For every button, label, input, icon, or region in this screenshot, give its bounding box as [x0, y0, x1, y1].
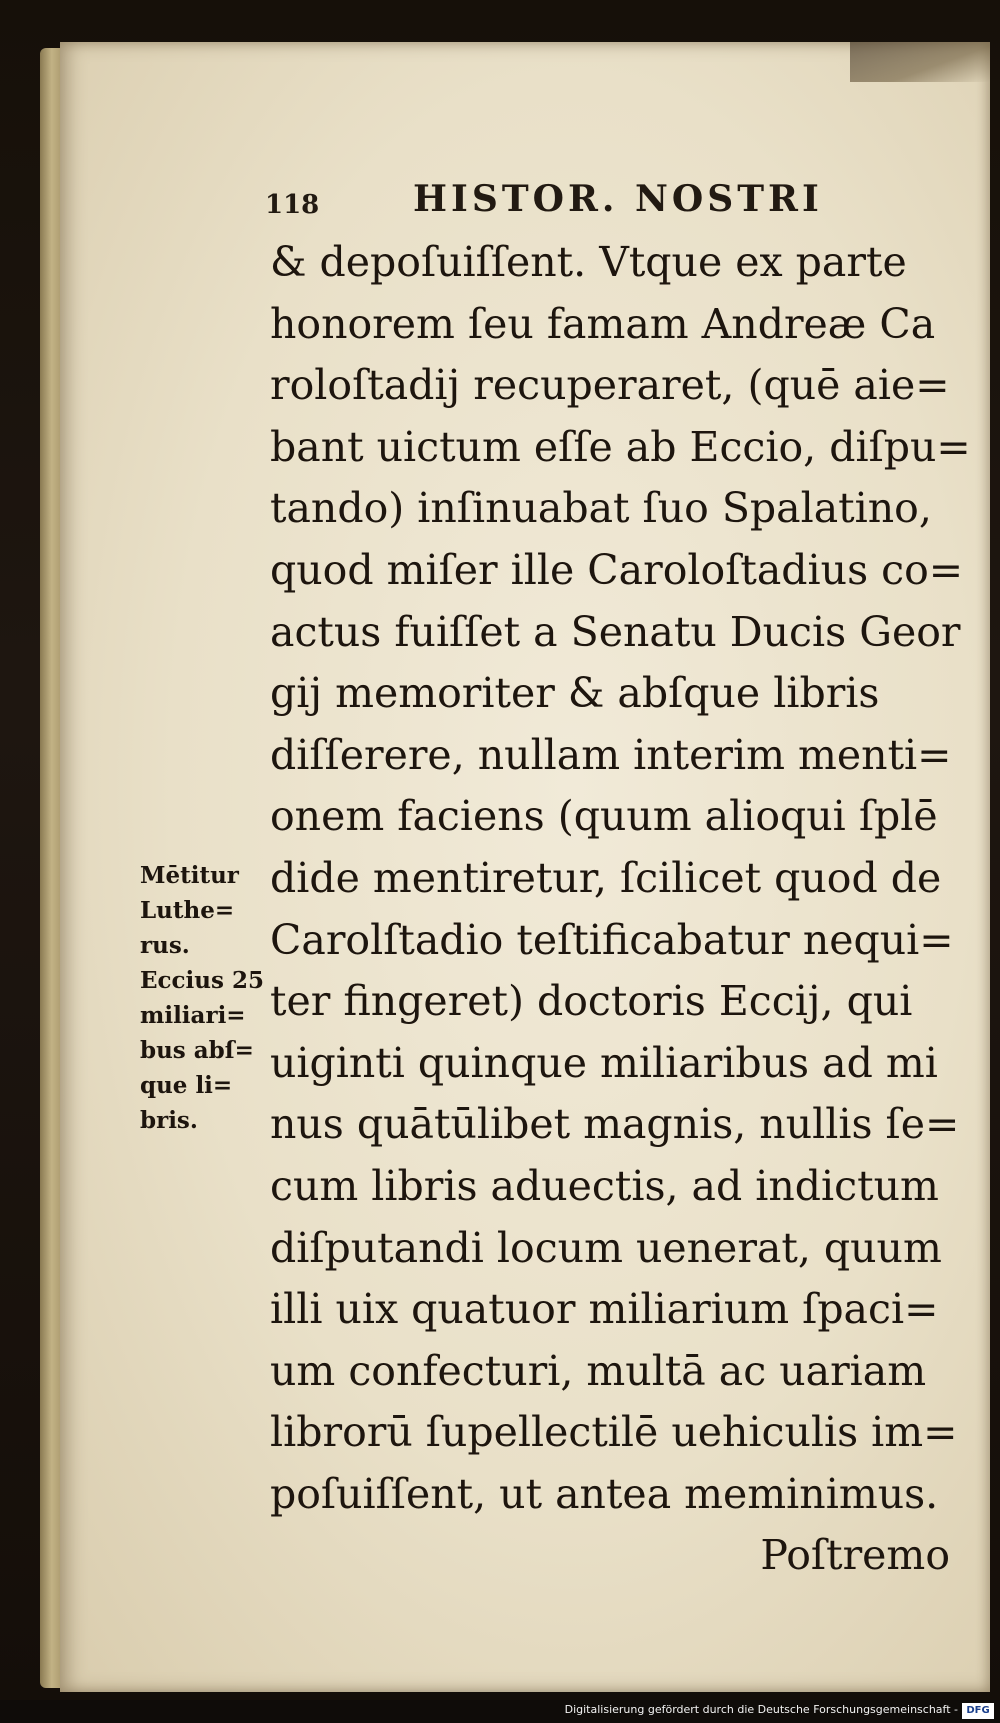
- text-line: uiginti quinque miliaribus ad mi: [270, 1038, 938, 1087]
- text-line: um confecturi, multā ac uariam: [270, 1346, 927, 1395]
- text-line: onem faciens (quum alioqui ſplē: [270, 792, 938, 841]
- page-header: [265, 178, 850, 224]
- margin-note-line: Eccius 25: [140, 967, 264, 994]
- margin-note-line: Mētitur: [140, 862, 239, 889]
- dfg-logo: DFG: [962, 1703, 994, 1719]
- text-line: ter fingeret) doctoris Eccij, qui: [270, 977, 913, 1026]
- margin-note-line: rus.: [140, 932, 190, 959]
- text-line: Carolſtadio teſtificabatur nequi=: [270, 915, 954, 964]
- text-line: & depoſuiſſent. Vtque ex parte: [270, 238, 907, 286]
- margin-note-line: Luthe=: [140, 897, 235, 924]
- margin-note-line: bus abſ=: [140, 1037, 254, 1064]
- running-title: HISTOR. NOSTRI: [413, 178, 823, 220]
- text-line: diſſerere, nullam interim menti=: [270, 730, 952, 779]
- page-corner-shadow: [850, 42, 990, 82]
- catchword: Poſtremo: [760, 1531, 950, 1580]
- text-line: honorem ſeu famam Andreæ Ca: [270, 299, 936, 348]
- margin-note-line: bris.: [140, 1107, 198, 1134]
- text-line: librorū ſupellectilē uehiculis im=: [270, 1408, 958, 1457]
- text-line: dide mentiretur, ſcilicet quod de: [270, 853, 942, 902]
- marginal-note: [140, 858, 275, 1138]
- text-line: cum libris aduectis, ad indictum: [270, 1161, 939, 1210]
- text-line: gij memoriter & abſque libris: [270, 669, 880, 718]
- page-number: 118: [265, 190, 320, 220]
- text-line: diſputandi locum uenerat, quum: [270, 1223, 942, 1272]
- text-line: actus fuiſſet a Senatu Ducis Geor: [270, 607, 961, 656]
- text-line: poſuiſſent, ut antea meminimus.: [270, 1469, 939, 1518]
- text-line: nus quātūlibet magnis, nullis ſe=: [270, 1100, 960, 1149]
- text-line: bant uictum eſſe ab Eccio, diſpu=: [270, 422, 971, 471]
- text-line: quod miſer ille Caroloſtadius co=: [270, 545, 964, 594]
- digitization-footer: [0, 1700, 1000, 1723]
- footer-credit: Digitalisierung gefördert durch die Deutsche Forschungsgemeinschaft -: [564, 1703, 958, 1716]
- text-line: illi uix quatuor miliarium ſpaci=: [270, 1285, 939, 1334]
- main-text-block: [270, 232, 971, 1587]
- text-line: tando) inſinuabat ſuo Spalatino,: [270, 484, 932, 533]
- margin-note-line: miliari=: [140, 1002, 246, 1029]
- margin-note-line: que li=: [140, 1072, 233, 1099]
- text-line: roloſtadij recuperaret, (quē aie=: [270, 361, 950, 410]
